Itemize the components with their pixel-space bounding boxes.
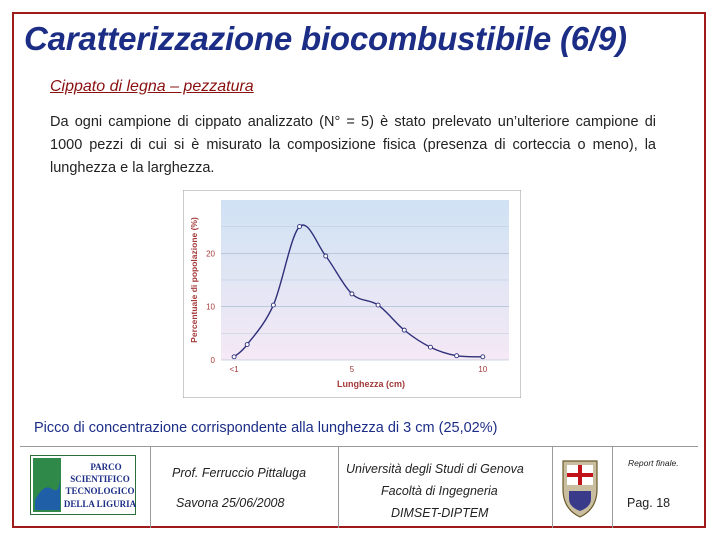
data-point-6 bbox=[376, 303, 380, 307]
university-crest-icon bbox=[559, 455, 601, 519]
data-point-1 bbox=[245, 343, 249, 347]
y-tick-label: 10 bbox=[206, 302, 215, 312]
footer-separator-4 bbox=[612, 446, 613, 528]
logo-line-1: PARCO bbox=[90, 462, 122, 472]
data-point-4 bbox=[324, 254, 328, 258]
footer-divider bbox=[20, 446, 698, 447]
footer-separator-1 bbox=[150, 446, 151, 528]
footer-faculty: Facoltà di Ingegneria bbox=[381, 484, 498, 498]
y-tick-label: 20 bbox=[206, 249, 215, 259]
footer-author: Prof. Ferruccio Pittaluga bbox=[172, 466, 307, 480]
data-point-10 bbox=[481, 355, 485, 359]
page-label: Pag. bbox=[627, 496, 653, 510]
data-point-8 bbox=[428, 345, 432, 349]
data-point-2 bbox=[271, 303, 275, 307]
length-distribution-chart bbox=[183, 190, 521, 398]
footer-separator-2 bbox=[338, 446, 339, 528]
body-paragraph: Da ogni campione di cippato analizzato (N° = 5) è stato prelevato un’ulteriore campione di 1000 pezzi di cui si è misurato la composizione fisica (presenza di corteccia o meno), la lunghezza e la larghezza. bbox=[50, 114, 656, 176]
page-number: 18 bbox=[656, 496, 671, 510]
parco-scientifico-logo bbox=[30, 455, 136, 515]
chart-caption: Picco di concentrazione corrispondente alla lunghezza di 3 cm (25,02%) bbox=[34, 420, 498, 436]
logo-line-3: TECNOLOGICO bbox=[65, 486, 135, 496]
footer-department: DIMSET-DIPTEM bbox=[391, 506, 489, 520]
data-point-9 bbox=[455, 354, 459, 358]
logo-line-2: SCIENTIFICO bbox=[70, 474, 130, 484]
data-point-7 bbox=[402, 328, 406, 332]
data-point-0 bbox=[232, 355, 236, 359]
x-tick-label: <1 bbox=[229, 365, 239, 374]
logo-line-4: DELLA LIGURIA bbox=[63, 499, 136, 509]
footer-page bbox=[627, 496, 670, 510]
x-tick-label: 10 bbox=[478, 365, 488, 374]
y-tick-label: 0 bbox=[210, 356, 215, 365]
slide-title: Caratterizzazione biocombustibile (6/9) bbox=[24, 20, 627, 57]
data-point-3 bbox=[298, 225, 302, 229]
x-axis-label: Lunghezza (cm) bbox=[336, 379, 406, 389]
logo-badge-text: PSTL bbox=[73, 469, 87, 475]
data-point-5 bbox=[350, 292, 354, 296]
x-tick-label: 5 bbox=[349, 365, 355, 374]
footer-separator-3 bbox=[552, 446, 553, 528]
slide-subtitle: Cippato di legna – pezzatura bbox=[50, 78, 254, 95]
footer-report-label: Report finale. bbox=[628, 458, 679, 468]
footer-place-date: Savona 25/06/2008 bbox=[176, 496, 285, 510]
y-axis-label: Percentuale di popolazione (%) bbox=[189, 217, 199, 343]
footer-university: Università degli Studi di Genova bbox=[346, 462, 524, 476]
